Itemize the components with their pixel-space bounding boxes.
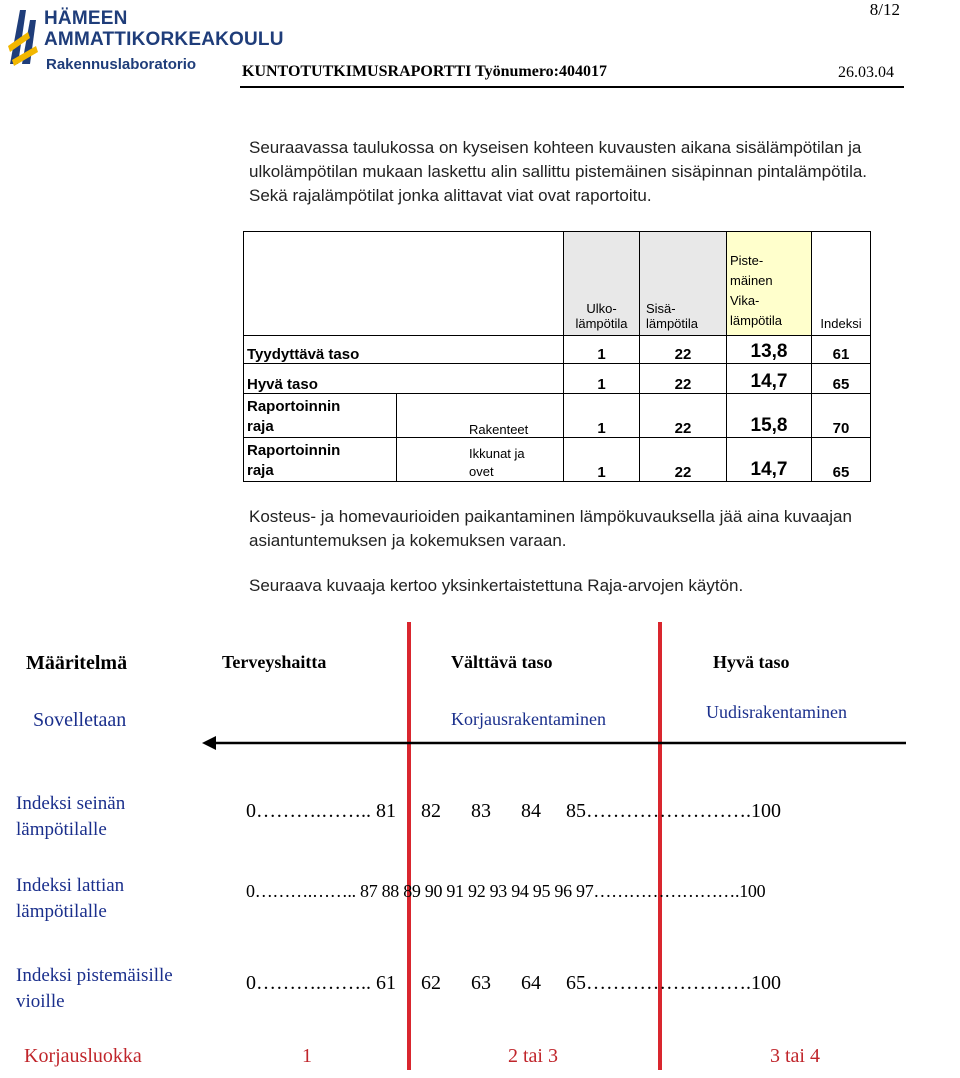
cell-sisa: 22 xyxy=(640,336,727,364)
logo-line1: HÄMEEN xyxy=(44,8,128,29)
cell-ulko: 1 xyxy=(564,394,640,438)
paragraph-2: Kosteus- ja homevaurioiden paikantaminen lämpökuvauksella jää aina kuvaajan asiantuntemuksen ja kokemuksen varaan. xyxy=(249,507,852,550)
cell-vika: 13,8 xyxy=(727,336,812,364)
cell-vika: 14,7 xyxy=(727,364,812,394)
header-ulko: Ulko- lämpötila xyxy=(564,232,640,336)
temperature-table xyxy=(243,231,871,482)
cell-sisa: 22 xyxy=(640,364,727,394)
logo-mark-icon xyxy=(6,6,42,68)
class-2: 2 tai 3 xyxy=(508,1045,558,1067)
logo xyxy=(6,4,284,78)
paragraph-3: Seuraava kuvaaja kertoo yksinkertaistettuna Raja-arvojen käytön. xyxy=(249,576,744,595)
label-sovelletaan: Sovelletaan xyxy=(33,709,127,731)
header-indeksi: Indeksi xyxy=(812,232,871,336)
header-vika: Piste- mäinen Vika- lämpötila xyxy=(727,232,812,336)
label-valttava: Välttävä taso xyxy=(451,652,553,672)
label-terveyshaitta: Terveyshaitta xyxy=(222,652,327,672)
cell-vika: 15,8 xyxy=(727,394,812,438)
cell-ulko: 1 xyxy=(564,438,640,482)
scale-piste: 0……….…….. 61 62 63 64 65…………………….100 xyxy=(246,972,781,994)
row-sub: Rakenteet xyxy=(397,394,564,438)
logo-line3: Rakennuslaboratorio xyxy=(46,56,197,73)
row-label-piste: Indeksi pistemäisille vioille xyxy=(16,965,173,1012)
header-rule xyxy=(240,86,904,88)
row-label-seina: Indeksi seinän lämpötilalle xyxy=(16,793,126,840)
cell-ulko: 1 xyxy=(564,336,640,364)
row-label: Hyvä taso xyxy=(244,364,564,394)
cell-vika: 14,7 xyxy=(727,438,812,482)
row-label: Tyydyttävä taso xyxy=(244,336,564,364)
row-label-lattia: Indeksi lattian lämpötilalle xyxy=(16,875,125,922)
header-empty xyxy=(244,232,564,336)
logo-line2: AMMATTIKORKEAKOULU xyxy=(44,29,284,50)
cell-ulko: 1 xyxy=(564,364,640,394)
cell-indeksi: 65 xyxy=(812,364,871,394)
label-uudisrakentaminen: Uudisrakentaminen xyxy=(706,702,847,722)
scale-seina: 0……….…….. 81 82 83 84 85…………………….100 xyxy=(246,800,781,822)
label-maaritelma: Määritelmä xyxy=(26,652,128,674)
table-row xyxy=(244,394,871,438)
label-korjausluokka: Korjausluokka xyxy=(24,1045,142,1067)
table-header-row xyxy=(244,232,871,336)
header-sisa: Sisä- lämpötila xyxy=(640,232,727,336)
scale-lattia: 0……….…….. 87 88 89 90 91 92 93 94 95 96 97…………………….100 xyxy=(246,881,766,901)
red-divider-2 xyxy=(658,622,662,1070)
label-korjausrakentaminen: Korjausrakentaminen xyxy=(451,709,606,729)
class-3: 3 tai 4 xyxy=(770,1045,820,1067)
page-number: 8/12 xyxy=(869,0,900,19)
cell-indeksi: 65 xyxy=(812,438,871,482)
class-1: 1 xyxy=(302,1045,312,1067)
table-row xyxy=(244,438,871,482)
row-label: Raportoinnin raja xyxy=(244,438,397,482)
cell-sisa: 22 xyxy=(640,438,727,482)
red-divider-1 xyxy=(407,622,411,1070)
table-row xyxy=(244,336,871,364)
table-row xyxy=(244,364,871,394)
report-date: 26.03.04 xyxy=(838,64,894,81)
cell-indeksi: 70 xyxy=(812,394,871,438)
intro-paragraph: Seuraavassa taulukossa on kyseisen kohteen kuvausten aikana sisälämpötilan ja ulkolämpötilan mukaan laskettu alin sallittu pistemäinen sisäpinnan pintalämpötila. Sekä rajalämpötilat jonka alittavat viat ovat raportoitu. xyxy=(249,138,868,205)
report-title: KUNTOTUTKIMUSRAPORTTI Työnumero:404017 xyxy=(242,63,607,80)
label-hyva: Hyvä taso xyxy=(713,652,790,672)
row-label: Raportoinnin raja xyxy=(244,394,397,438)
arrow-icon xyxy=(200,733,910,753)
row-sub: Ikkunat ja ovet xyxy=(397,438,564,482)
cell-sisa: 22 xyxy=(640,394,727,438)
cell-indeksi: 61 xyxy=(812,336,871,364)
